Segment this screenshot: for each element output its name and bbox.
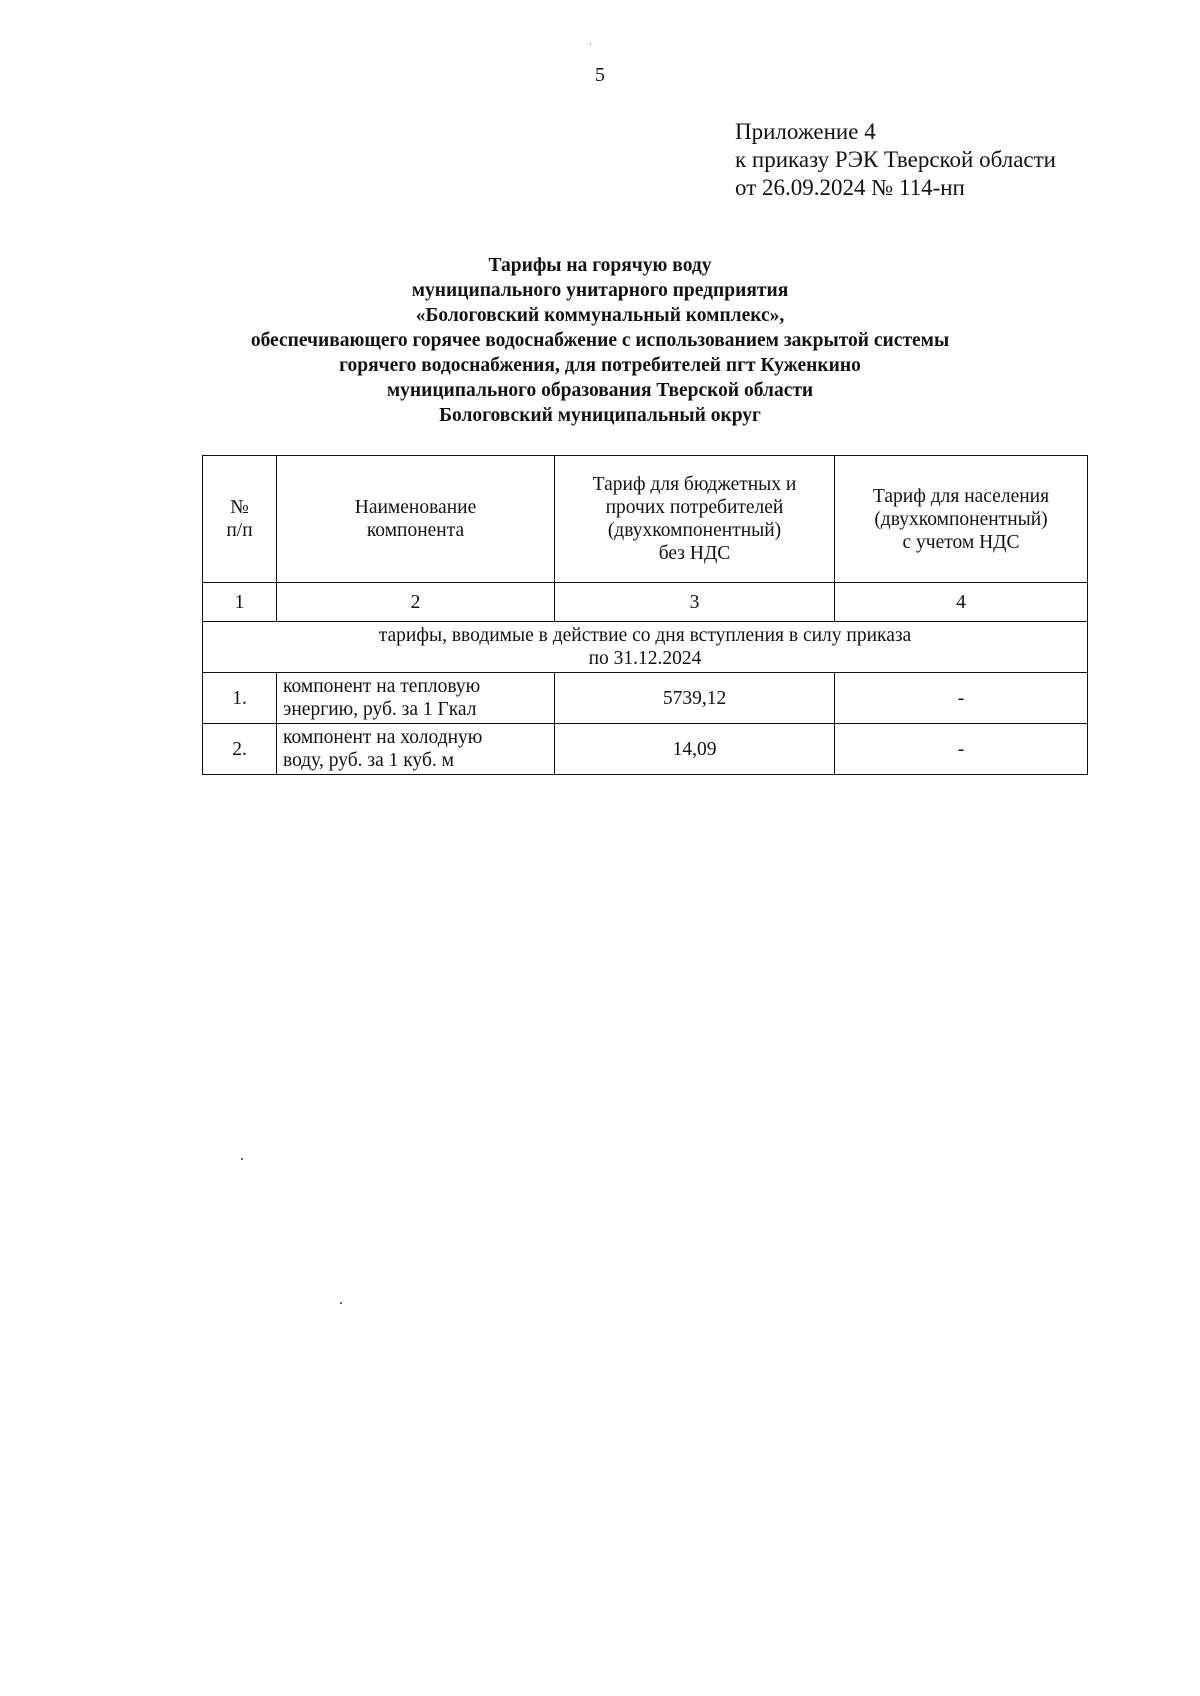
header-population-tariff [835,456,1088,583]
scan-speck [590,44,591,45]
appendix-reference [735,118,1155,202]
header-budget-line: прочих потребителей [605,497,784,518]
header-number-line: № [230,497,249,518]
title-line-2: муниципального унитарного предприятия [411,280,789,301]
document-title [150,253,1050,428]
header-budget-line: (двухкомпонентный) [607,520,782,541]
column-number: 4 [835,583,1088,622]
table-header-row [203,456,1088,583]
column-number: 3 [555,583,835,622]
title-line-5: горячего водоснабжения, для потребителей пгт Куженкино [339,355,861,376]
period-line: тарифы, вводимые в действие со дня вступления в силу приказа [378,625,912,646]
row-component-name [277,724,555,775]
header-component-line: компонента [366,520,465,541]
scan-speck [241,1158,243,1160]
header-budget-tariff [555,456,835,583]
tariff-table [202,455,1088,775]
component-name-line: компонент на холодную [283,727,483,748]
row-population-tariff: - [835,673,1088,724]
row-population-tariff: - [835,724,1088,775]
component-name-line: компонент на тепловую [283,676,481,697]
title-line-1: Тарифы на горячую воду [488,255,712,276]
header-population-line: с учетом НДС [902,531,1020,553]
header-budget-line: Тариф для бюджетных и [592,474,797,495]
row-number: 1. [203,673,277,724]
row-component-name [277,673,555,724]
component-name-line: энергию, руб. за 1 Гкал [283,699,477,720]
row-budget-tariff: 14,09 [555,724,835,775]
appendix-line-1: Приложение 4 [735,119,876,144]
header-component-name [277,456,555,583]
appendix-line-2: к приказу РЭК Тверской области [735,147,1056,172]
header-number-line: п/п [226,520,253,541]
period-line: по 31.12.2024 [588,648,702,669]
header-number [203,456,277,583]
period-caption [203,622,1088,673]
title-line-4: обеспечивающего горячее водоснабжение с использованием закрытой системы [250,330,950,351]
title-line-3: «Бологовский коммунальный комплекс», [415,305,785,326]
column-number: 1 [203,583,277,622]
component-name-line: воду, руб. за 1 куб. м [283,750,454,771]
header-budget-line: без НДС [658,543,731,564]
header-component-line: Наименование [354,497,477,518]
header-population-line: Тариф для населения [872,485,1050,507]
appendix-line-3: от 26.09.2024 № 114-нп [735,175,965,200]
row-number: 2. [203,724,277,775]
title-line-6: муниципального образования Тверской области [386,380,814,401]
column-number: 2 [277,583,555,622]
period-row [203,622,1088,673]
page-number: 5 [595,64,605,86]
header-population-line: (двухкомпонентный) [874,508,1048,530]
table-row [203,724,1088,775]
table-row [203,673,1088,724]
row-budget-tariff: 5739,12 [555,673,835,724]
column-number-row [203,583,1088,622]
title-line-7: Бологовский муниципальный округ [439,405,761,426]
scan-speck [340,1302,342,1304]
